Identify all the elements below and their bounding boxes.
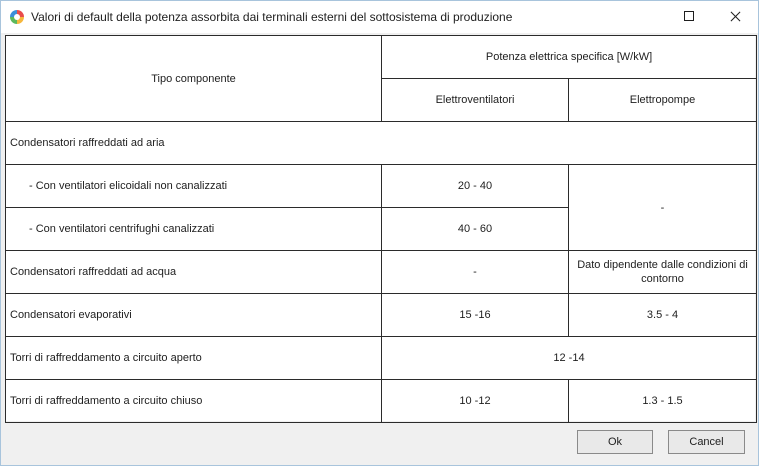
header-component-type: Tipo componente (6, 36, 382, 122)
cell-merged: 12 -14 (382, 337, 757, 380)
app-logo-icon (10, 10, 24, 24)
cell-pumps: Dato dipendente dalle condizioni di contorno (569, 251, 757, 294)
maximize-button[interactable] (665, 1, 711, 33)
cell-pumps: - (569, 165, 757, 251)
row-label: Condensatori evaporativi (6, 294, 382, 337)
row-label: Torri di raffreddamento a circuito aperto (6, 337, 382, 380)
cell-fans: 10 -12 (382, 380, 569, 423)
cell-fans: 20 - 40 (382, 165, 569, 208)
title-bar (1, 1, 758, 33)
table-row (6, 294, 757, 337)
cell-fans: - (382, 251, 569, 294)
header-pumps: Elettropompe (569, 79, 757, 122)
table-row (6, 380, 757, 423)
close-button[interactable] (712, 1, 758, 33)
row-label: Condensatori raffreddati ad acqua (6, 251, 382, 294)
table-header-row (6, 36, 757, 79)
cell-fans: 15 -16 (382, 294, 569, 337)
row-label: - Con ventilatori elicoidali non canalizzati (6, 165, 382, 208)
cell-pumps: 1.3 - 1.5 (569, 380, 757, 423)
header-fans: Elettroventilatori (382, 79, 569, 122)
header-power-group: Potenza elettrica specifica [W/kW] (382, 36, 757, 79)
cell-fans: 40 - 60 (382, 208, 569, 251)
cancel-button[interactable]: Cancel (668, 430, 745, 454)
power-values-table (5, 35, 757, 423)
ok-button[interactable]: Ok (577, 430, 653, 454)
row-label: - Con ventilatori centrifughi canalizzati (6, 208, 382, 251)
table-row (6, 251, 757, 294)
cell-pumps: 3.5 - 4 (569, 294, 757, 337)
window-title: Valori di default della potenza assorbita dai terminali esterni del sottosistema di produzione (31, 10, 513, 24)
table-row (6, 165, 757, 208)
table-row (6, 122, 757, 165)
table-row (6, 337, 757, 380)
row-label: Torri di raffreddamento a circuito chiuso (6, 380, 382, 423)
row-label: Condensatori raffreddati ad aria (6, 122, 757, 165)
table-panel (5, 35, 755, 421)
